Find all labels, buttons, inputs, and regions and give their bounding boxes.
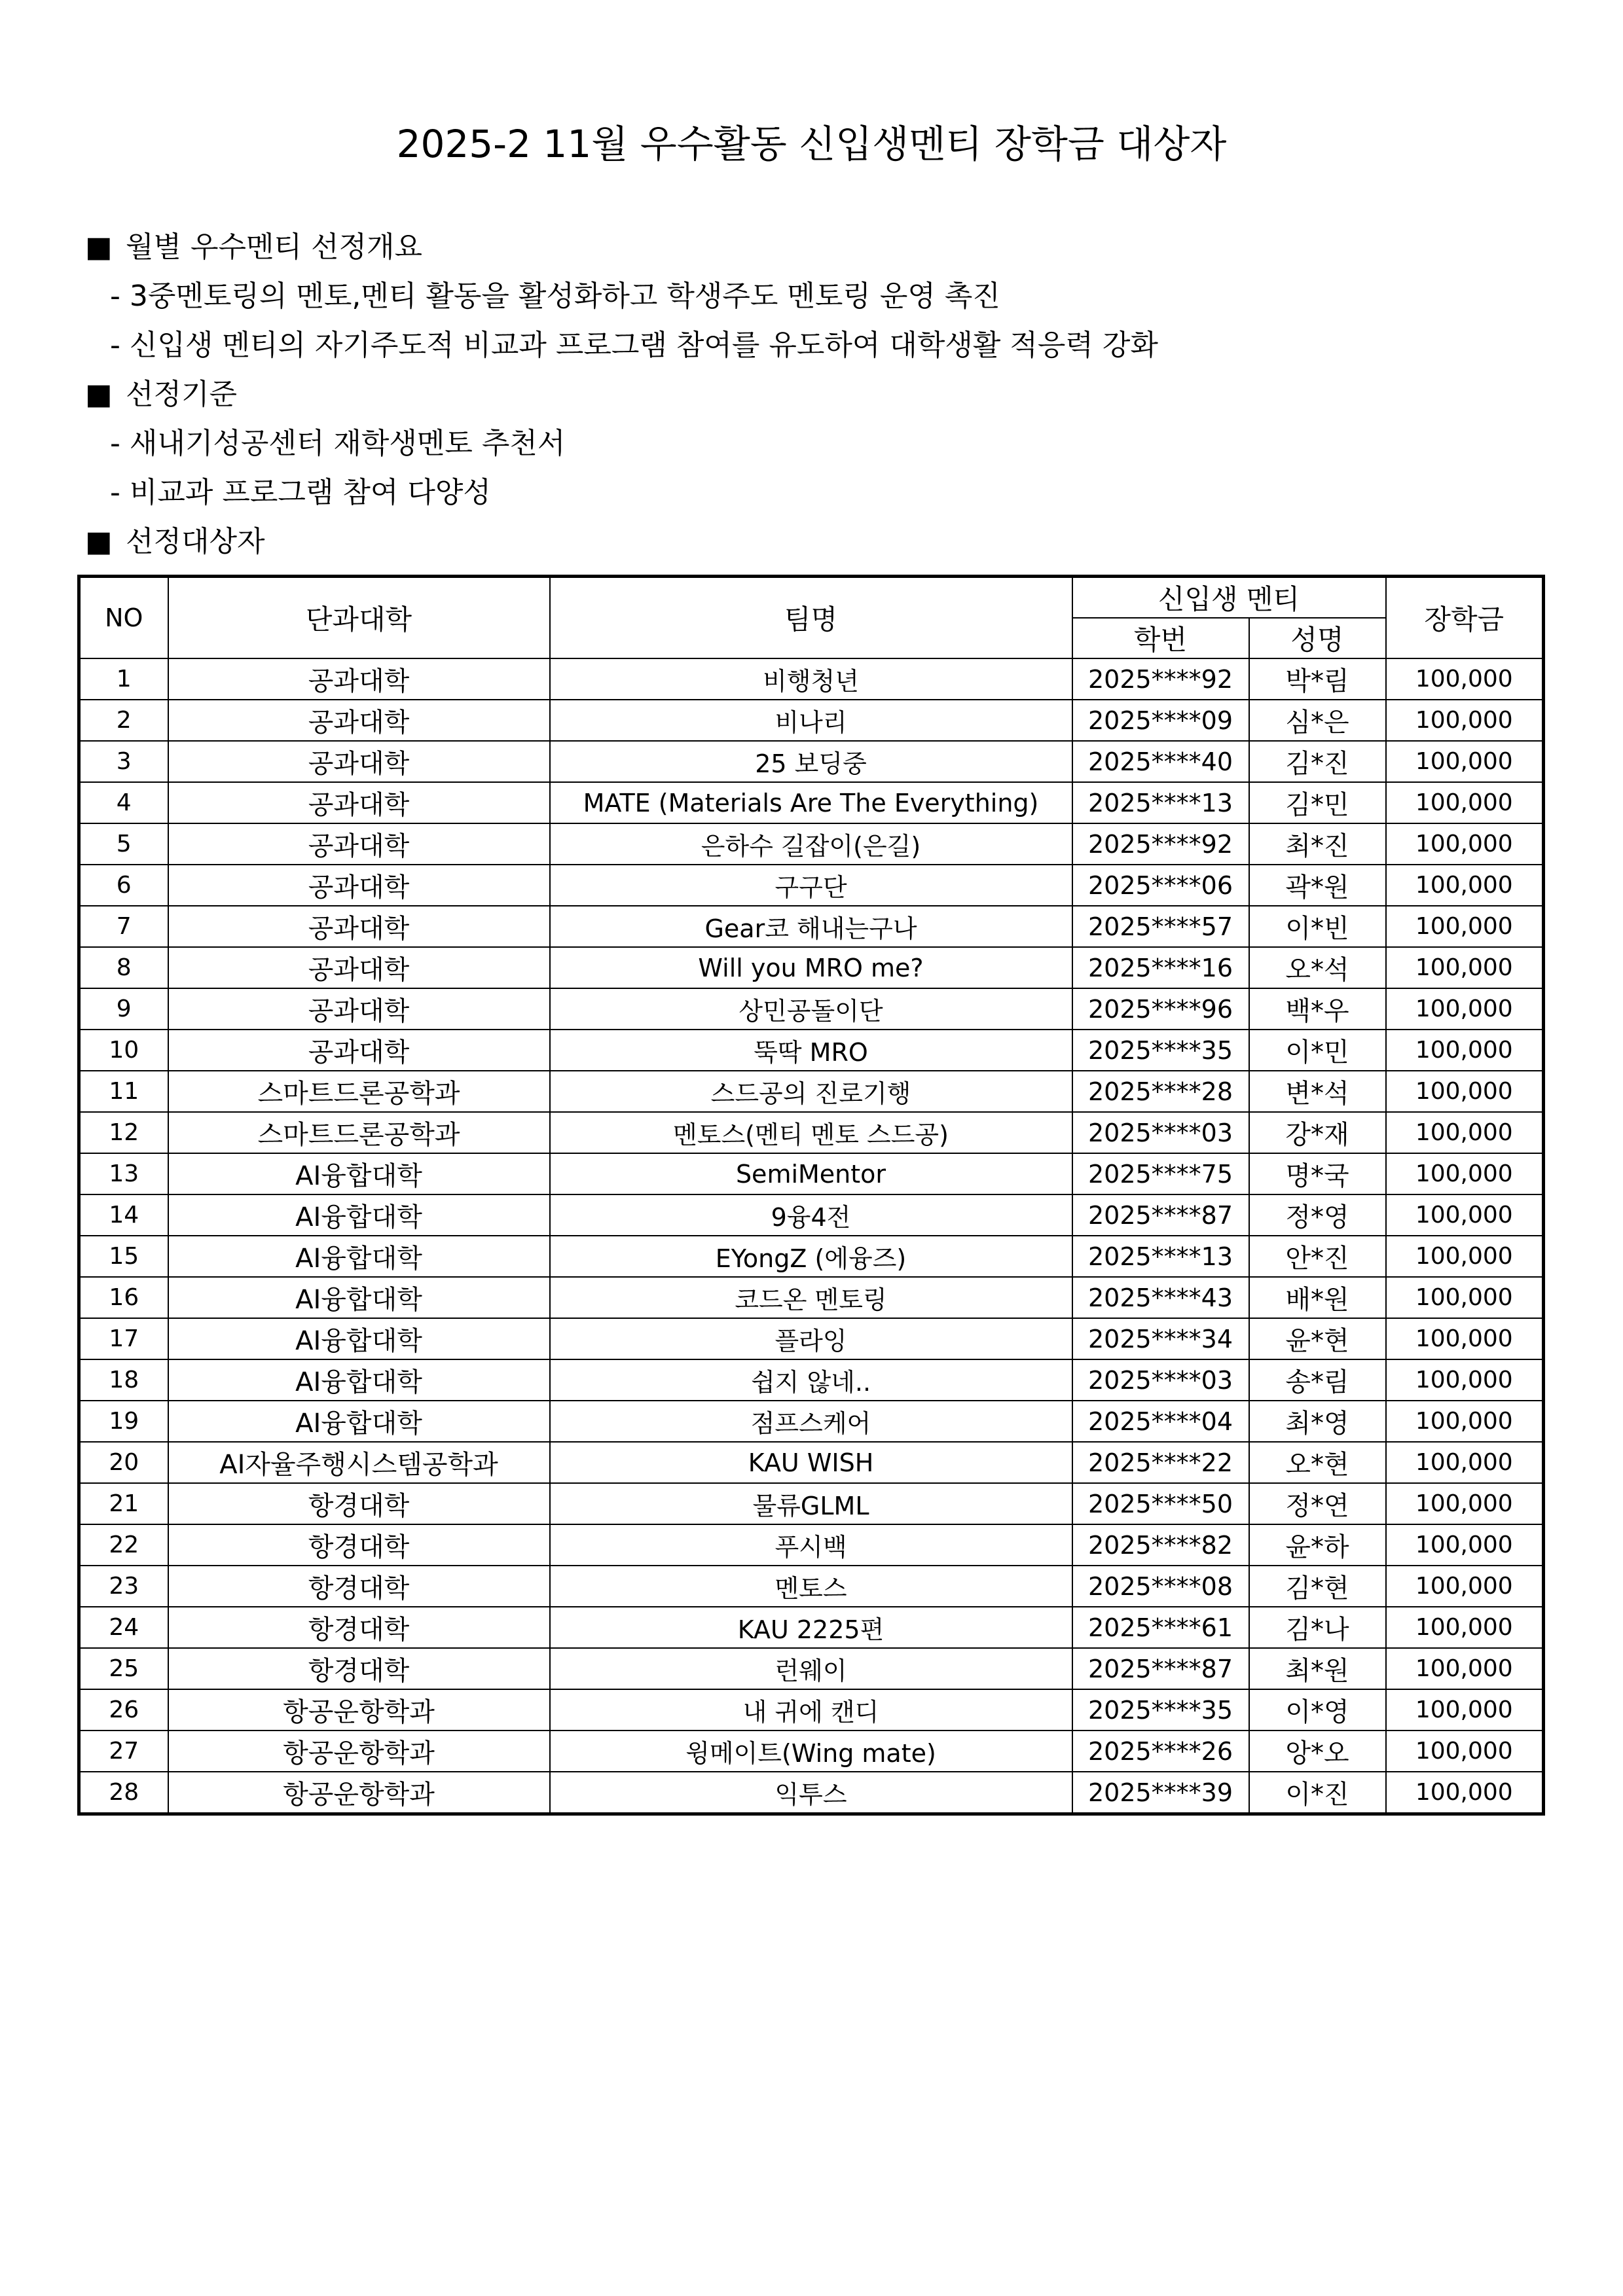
cell-no: 9	[79, 988, 168, 1030]
cell-scholarship: 100,000	[1386, 741, 1544, 782]
cell-student-id: 2025****08	[1072, 1566, 1249, 1607]
cell-no: 27	[79, 1731, 168, 1772]
cell-college: 항공운항학과	[168, 1772, 550, 1814]
cell-scholarship: 100,000	[1386, 865, 1544, 906]
table-row	[79, 1071, 1544, 1112]
table-row	[79, 1607, 1544, 1648]
square-bullet-icon: ■	[85, 378, 113, 411]
header-student-id: 학번	[1072, 618, 1249, 658]
cell-name: 오*석	[1249, 947, 1386, 988]
criteria-bullet-1: - 새내기성공센터 재학생멘토 추천서	[110, 427, 566, 460]
cell-scholarship: 100,000	[1386, 1442, 1544, 1483]
table-row	[79, 1030, 1544, 1071]
cell-name: 윤*하	[1249, 1524, 1386, 1566]
cell-student-id: 2025****13	[1072, 1236, 1249, 1277]
square-bullet-icon: ■	[85, 525, 113, 558]
table-row	[79, 1318, 1544, 1359]
cell-scholarship: 100,000	[1386, 1524, 1544, 1566]
table-row	[79, 741, 1544, 782]
cell-team-name: 코드온 멘토링	[550, 1277, 1072, 1318]
cell-student-id: 2025****39	[1072, 1772, 1249, 1814]
cell-name: 김*민	[1249, 782, 1386, 823]
cell-team-name: SemiMentor	[550, 1153, 1072, 1194]
cell-no: 17	[79, 1318, 168, 1359]
table-row	[79, 823, 1544, 865]
cell-college: 공과대학	[168, 1030, 550, 1071]
cell-name: 김*나	[1249, 1607, 1386, 1648]
cell-student-id: 2025****35	[1072, 1689, 1249, 1731]
overview-bullet-1: - 3중멘토링의 멘토,멘티 활동을 활성화하고 학생주도 멘토링 운영 촉진	[110, 279, 1000, 313]
cell-scholarship: 100,000	[1386, 947, 1544, 988]
cell-name: 이*영	[1249, 1689, 1386, 1731]
header-team: 팀명	[550, 577, 1072, 659]
cell-name: 강*재	[1249, 1112, 1386, 1153]
section-heading-text: 선정대상자	[126, 525, 265, 558]
cell-scholarship: 100,000	[1386, 1731, 1544, 1772]
cell-scholarship: 100,000	[1386, 1401, 1544, 1442]
section-heading-text: 월별 우수멘티 선정개요	[126, 230, 423, 264]
cell-student-id: 2025****35	[1072, 1030, 1249, 1071]
table-row	[79, 988, 1544, 1030]
cell-college: 항공운항학과	[168, 1689, 550, 1731]
cell-student-id: 2025****87	[1072, 1194, 1249, 1236]
square-bullet-icon: ■	[85, 230, 113, 264]
table-row	[79, 782, 1544, 823]
table-row	[79, 1153, 1544, 1194]
cell-name: 최*원	[1249, 1648, 1386, 1689]
cell-student-id: 2025****13	[1072, 782, 1249, 823]
cell-student-id: 2025****34	[1072, 1318, 1249, 1359]
table-row	[79, 1731, 1544, 1772]
cell-college: AI자율주행시스템공학과	[168, 1442, 550, 1483]
table-row	[79, 906, 1544, 947]
criteria-bullet-2: - 비교과 프로그램 참여 다양성	[110, 476, 491, 509]
cell-student-id: 2025****87	[1072, 1648, 1249, 1689]
cell-college: AI융합대학	[168, 1277, 550, 1318]
cell-scholarship: 100,000	[1386, 1153, 1544, 1194]
cell-no: 4	[79, 782, 168, 823]
cell-team-name: 뚝딱 MRO	[550, 1030, 1072, 1071]
table-row	[79, 1236, 1544, 1277]
cell-scholarship: 100,000	[1386, 823, 1544, 865]
cell-name: 곽*원	[1249, 865, 1386, 906]
cell-college: 스마트드론공학과	[168, 1112, 550, 1153]
cell-no: 28	[79, 1772, 168, 1814]
cell-no: 15	[79, 1236, 168, 1277]
cell-team-name: 멘토스	[550, 1566, 1072, 1607]
cell-no: 10	[79, 1030, 168, 1071]
cell-team-name: 익투스	[550, 1772, 1072, 1814]
table-row	[79, 1359, 1544, 1401]
cell-college: 항경대학	[168, 1607, 550, 1648]
cell-scholarship: 100,000	[1386, 1689, 1544, 1731]
cell-college: AI융합대학	[168, 1401, 550, 1442]
cell-college: 공과대학	[168, 865, 550, 906]
cell-team-name: 은하수 길잡이(은길)	[550, 823, 1072, 865]
cell-scholarship: 100,000	[1386, 1194, 1544, 1236]
overview-bullet-2: - 신입생 멘티의 자기주도적 비교과 프로그램 참여를 유도하여 대학생활 적응력 강화	[110, 329, 1158, 362]
table-row	[79, 1648, 1544, 1689]
table-row	[79, 1566, 1544, 1607]
cell-college: 항경대학	[168, 1524, 550, 1566]
cell-student-id: 2025****26	[1072, 1731, 1249, 1772]
cell-student-id: 2025****03	[1072, 1359, 1249, 1401]
cell-student-id: 2025****04	[1072, 1401, 1249, 1442]
cell-college: AI융합대학	[168, 1236, 550, 1277]
table-row	[79, 658, 1544, 700]
cell-name: 배*원	[1249, 1277, 1386, 1318]
cell-student-id: 2025****03	[1072, 1112, 1249, 1153]
table-row	[79, 700, 1544, 741]
cell-team-name: 멘토스(멘티 멘토 스드공)	[550, 1112, 1072, 1153]
cell-no: 23	[79, 1566, 168, 1607]
table-row	[79, 1442, 1544, 1483]
cell-team-name: Gear코 해내는구나	[550, 906, 1072, 947]
cell-name: 안*진	[1249, 1236, 1386, 1277]
cell-college: 공과대학	[168, 823, 550, 865]
cell-college: 공과대학	[168, 700, 550, 741]
cell-team-name: MATE (Materials Are The Everything)	[550, 782, 1072, 823]
cell-college: 항공운항학과	[168, 1731, 550, 1772]
table-row	[79, 1277, 1544, 1318]
section-recipients-heading	[85, 522, 265, 562]
cell-team-name: EYongZ (에융즈)	[550, 1236, 1072, 1277]
cell-no: 14	[79, 1194, 168, 1236]
cell-team-name: 물류GLML	[550, 1483, 1072, 1524]
recipients-table	[77, 575, 1545, 1816]
cell-team-name: 윙메이트(Wing mate)	[550, 1731, 1072, 1772]
cell-scholarship: 100,000	[1386, 658, 1544, 700]
cell-student-id: 2025****40	[1072, 741, 1249, 782]
cell-college: 공과대학	[168, 906, 550, 947]
cell-college: 항경대학	[168, 1566, 550, 1607]
cell-scholarship: 100,000	[1386, 1112, 1544, 1153]
header-no: NO	[79, 577, 168, 659]
cell-no: 18	[79, 1359, 168, 1401]
cell-no: 3	[79, 741, 168, 782]
table-row	[79, 1483, 1544, 1524]
cell-name: 송*림	[1249, 1359, 1386, 1401]
cell-student-id: 2025****22	[1072, 1442, 1249, 1483]
cell-scholarship: 100,000	[1386, 1359, 1544, 1401]
cell-team-name: Will you MRO me?	[550, 947, 1072, 988]
cell-no: 22	[79, 1524, 168, 1566]
table-row	[79, 1524, 1544, 1566]
cell-scholarship: 100,000	[1386, 1030, 1544, 1071]
cell-team-name: 푸시백	[550, 1524, 1072, 1566]
recipients-table-body	[79, 658, 1544, 1814]
cell-name: 김*진	[1249, 741, 1386, 782]
cell-scholarship: 100,000	[1386, 1318, 1544, 1359]
cell-student-id: 2025****09	[1072, 700, 1249, 741]
cell-scholarship: 100,000	[1386, 1277, 1544, 1318]
cell-no: 2	[79, 700, 168, 741]
section-overview-heading	[85, 228, 422, 267]
cell-student-id: 2025****28	[1072, 1071, 1249, 1112]
cell-name: 윤*현	[1249, 1318, 1386, 1359]
cell-name: 이*진	[1249, 1772, 1386, 1814]
cell-team-name: 구구단	[550, 865, 1072, 906]
cell-name: 정*영	[1249, 1194, 1386, 1236]
cell-no: 16	[79, 1277, 168, 1318]
cell-college: 스마트드론공학과	[168, 1071, 550, 1112]
cell-name: 정*연	[1249, 1483, 1386, 1524]
cell-student-id: 2025****75	[1072, 1153, 1249, 1194]
cell-scholarship: 100,000	[1386, 700, 1544, 741]
cell-team-name: KAU WISH	[550, 1442, 1072, 1483]
cell-no: 26	[79, 1689, 168, 1731]
cell-no: 13	[79, 1153, 168, 1194]
cell-name: 김*현	[1249, 1566, 1386, 1607]
cell-name: 앙*오	[1249, 1731, 1386, 1772]
cell-scholarship: 100,000	[1386, 1607, 1544, 1648]
header-scholarship: 장학금	[1386, 577, 1544, 659]
cell-name: 이*빈	[1249, 906, 1386, 947]
cell-no: 5	[79, 823, 168, 865]
cell-no: 8	[79, 947, 168, 988]
table-row	[79, 865, 1544, 906]
cell-team-name: 쉽지 않네..	[550, 1359, 1072, 1401]
cell-scholarship: 100,000	[1386, 1236, 1544, 1277]
page-title: 2025-2 11월 우수활동 신입생멘티 장학금 대상자	[396, 122, 1227, 166]
cell-student-id: 2025****50	[1072, 1483, 1249, 1524]
cell-college: 공과대학	[168, 782, 550, 823]
section-heading-text: 선정기준	[126, 378, 238, 411]
cell-no: 11	[79, 1071, 168, 1112]
table-row	[79, 1194, 1544, 1236]
cell-student-id: 2025****06	[1072, 865, 1249, 906]
header-mentee-group: 신입생 멘티	[1072, 577, 1386, 619]
cell-no: 19	[79, 1401, 168, 1442]
cell-college: 항경대학	[168, 1483, 550, 1524]
cell-scholarship: 100,000	[1386, 1772, 1544, 1814]
table-row	[79, 947, 1544, 988]
cell-scholarship: 100,000	[1386, 988, 1544, 1030]
cell-student-id: 2025****16	[1072, 947, 1249, 988]
cell-student-id: 2025****96	[1072, 988, 1249, 1030]
cell-student-id: 2025****57	[1072, 906, 1249, 947]
cell-name: 이*민	[1249, 1030, 1386, 1071]
cell-scholarship: 100,000	[1386, 1071, 1544, 1112]
cell-team-name: 스드공의 진로기행	[550, 1071, 1072, 1112]
cell-no: 6	[79, 865, 168, 906]
cell-team-name: 9융4전	[550, 1194, 1072, 1236]
cell-name: 최*영	[1249, 1401, 1386, 1442]
cell-student-id: 2025****92	[1072, 823, 1249, 865]
cell-college: AI융합대학	[168, 1194, 550, 1236]
cell-student-id: 2025****82	[1072, 1524, 1249, 1566]
cell-team-name: 플라잉	[550, 1318, 1072, 1359]
cell-name: 심*은	[1249, 700, 1386, 741]
cell-college: AI융합대학	[168, 1153, 550, 1194]
cell-college: 공과대학	[168, 741, 550, 782]
cell-no: 20	[79, 1442, 168, 1483]
cell-name: 백*우	[1249, 988, 1386, 1030]
cell-college: 공과대학	[168, 988, 550, 1030]
cell-scholarship: 100,000	[1386, 906, 1544, 947]
header-college: 단과대학	[168, 577, 550, 659]
cell-no: 12	[79, 1112, 168, 1153]
cell-college: AI융합대학	[168, 1359, 550, 1401]
table-row	[79, 1772, 1544, 1814]
section-criteria-heading	[85, 375, 237, 414]
header-name: 성명	[1249, 618, 1386, 658]
cell-student-id: 2025****43	[1072, 1277, 1249, 1318]
cell-team-name: KAU 2225편	[550, 1607, 1072, 1648]
cell-no: 21	[79, 1483, 168, 1524]
table-row	[79, 1401, 1544, 1442]
cell-team-name: 비나리	[550, 700, 1072, 741]
cell-college: 공과대학	[168, 947, 550, 988]
cell-team-name: 점프스케어	[550, 1401, 1072, 1442]
cell-team-name: 25 보딩중	[550, 741, 1072, 782]
cell-student-id: 2025****92	[1072, 658, 1249, 700]
cell-team-name: 비행청년	[550, 658, 1072, 700]
cell-team-name: 내 귀에 캔디	[550, 1689, 1072, 1731]
cell-no: 1	[79, 658, 168, 700]
cell-scholarship: 100,000	[1386, 1483, 1544, 1524]
cell-scholarship: 100,000	[1386, 1648, 1544, 1689]
cell-name: 박*림	[1249, 658, 1386, 700]
cell-name: 오*현	[1249, 1442, 1386, 1483]
cell-name: 명*국	[1249, 1153, 1386, 1194]
cell-name: 변*석	[1249, 1071, 1386, 1112]
cell-no: 24	[79, 1607, 168, 1648]
cell-team-name: 런웨이	[550, 1648, 1072, 1689]
cell-college: AI융합대학	[168, 1318, 550, 1359]
cell-college: 공과대학	[168, 658, 550, 700]
table-row	[79, 1112, 1544, 1153]
cell-scholarship: 100,000	[1386, 782, 1544, 823]
cell-no: 7	[79, 906, 168, 947]
cell-college: 항경대학	[168, 1648, 550, 1689]
cell-scholarship: 100,000	[1386, 1566, 1544, 1607]
cell-name: 최*진	[1249, 823, 1386, 865]
cell-no: 25	[79, 1648, 168, 1689]
table-row	[79, 1689, 1544, 1731]
cell-team-name: 상민공돌이단	[550, 988, 1072, 1030]
cell-student-id: 2025****61	[1072, 1607, 1249, 1648]
